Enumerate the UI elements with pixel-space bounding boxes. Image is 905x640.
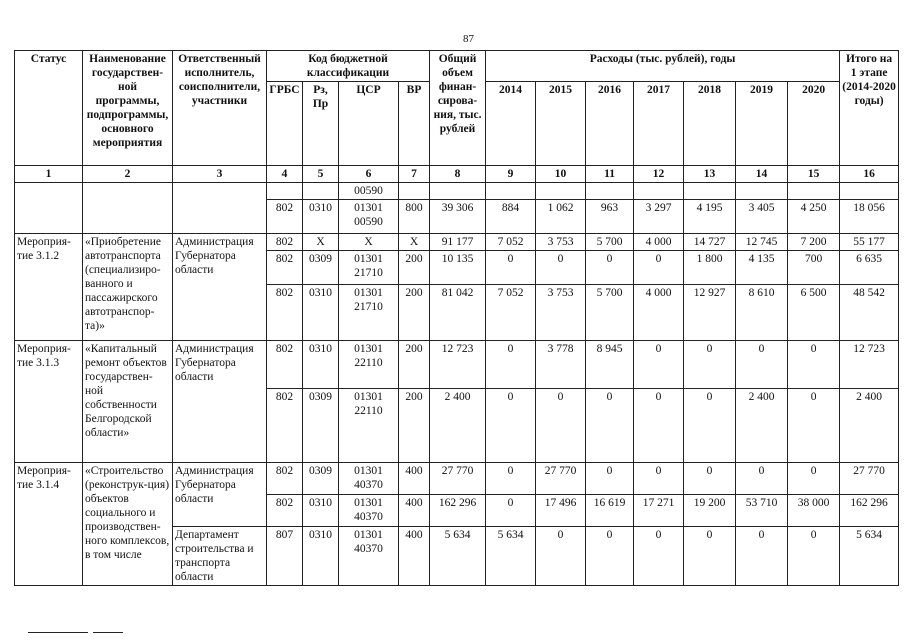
executor-cell: Администрация Губернатора области	[173, 463, 267, 527]
year-cell: 8 610	[736, 285, 788, 341]
csr-cell: 01301 00590	[339, 200, 399, 234]
column-number: 11	[586, 166, 634, 183]
column-number: 16	[840, 166, 899, 183]
year-cell: 0	[486, 389, 536, 463]
grbs-cell: 802	[267, 341, 303, 389]
header-total-volume: Общий объем финан-сирова-ния, тыс. рублей	[430, 51, 486, 166]
year-cell: 0	[736, 527, 788, 586]
year-cell: 3 405	[736, 200, 788, 234]
year-cell: 7 052	[486, 285, 536, 341]
year-cell: 12 745	[736, 234, 788, 251]
total-cell: 2 400	[430, 389, 486, 463]
name-cell: «Строительство (реконструк-ция) объектов социального и производствен-ного комплексов, в том числе	[83, 463, 173, 586]
year-cell: 3 753	[536, 285, 586, 341]
column-number: 6	[339, 166, 399, 183]
year-cell: 0	[586, 463, 634, 495]
header-total-stage: Итого на 1 этапе (2014-2020 годы)	[840, 51, 899, 166]
year-cell: 0	[586, 251, 634, 285]
year-cell: 1 062	[536, 200, 586, 234]
year-cell: 0	[788, 463, 840, 495]
year-cell: 0	[684, 341, 736, 389]
year-cell: 0	[634, 251, 684, 285]
header-vr: ВР	[399, 82, 430, 166]
total-cell: 10 135	[430, 251, 486, 285]
total-cell: 27 770	[430, 463, 486, 495]
grbs-cell	[267, 183, 303, 200]
footnote-line	[28, 632, 88, 633]
stage-cell: 12 723	[840, 341, 899, 389]
executor-cell	[173, 183, 267, 234]
column-number: 3	[173, 166, 267, 183]
year-cell: 0	[788, 389, 840, 463]
rz-cell: 0310	[303, 341, 339, 389]
year-cell	[684, 183, 736, 200]
vr-cell: 400	[399, 527, 430, 586]
total-cell: 162 296	[430, 495, 486, 527]
year-cell: 0	[586, 389, 634, 463]
year-cell: 963	[586, 200, 634, 234]
status-cell	[15, 183, 83, 234]
page-number: 87	[463, 33, 474, 45]
column-number: 10	[536, 166, 586, 183]
column-number: 1	[15, 166, 83, 183]
total-cell: 39 306	[430, 200, 486, 234]
rz-cell: 0309	[303, 463, 339, 495]
grbs-cell: 807	[267, 527, 303, 586]
executor-cell: Администрация Губернатора области	[173, 341, 267, 463]
year-cell: 4 250	[788, 200, 840, 234]
year-cell: 0	[536, 527, 586, 586]
year-cell	[486, 183, 536, 200]
year-cell: 16 619	[586, 495, 634, 527]
year-cell: 5 700	[586, 234, 634, 251]
year-cell	[788, 183, 840, 200]
year-cell: 4 195	[684, 200, 736, 234]
header-budget-code: Код бюджетной классификации	[267, 51, 430, 82]
header-expenses: Расходы (тыс. рублей), годы	[486, 51, 840, 82]
rz-cell: 0310	[303, 200, 339, 234]
column-number: 4	[267, 166, 303, 183]
header-executor: Ответственный исполнитель, соисполнители, участники	[173, 51, 267, 166]
year-cell: 0	[788, 527, 840, 586]
year-cell	[536, 183, 586, 200]
header-year: 2016	[586, 82, 634, 166]
year-cell: 5 634	[486, 527, 536, 586]
csr-cell: 01301 21710	[339, 251, 399, 285]
total-cell: 12 723	[430, 341, 486, 389]
stage-cell: 5 634	[840, 527, 899, 586]
name-cell: «Капитальный ремонт объектов государствен-ной собственности Белгородской области»	[83, 341, 173, 463]
header-rz-pr: Рз, Пр	[303, 82, 339, 166]
year-cell: 0	[536, 251, 586, 285]
csr-cell: 01301 21710	[339, 285, 399, 341]
stage-cell: 6 635	[840, 251, 899, 285]
name-cell	[83, 183, 173, 234]
vr-cell: 200	[399, 389, 430, 463]
grbs-cell: 802	[267, 251, 303, 285]
header-name: Наименование государствен-ной программы, подпрограммы, основного мероприятия	[83, 51, 173, 166]
csr-cell: Х	[339, 234, 399, 251]
year-cell: 19 200	[684, 495, 736, 527]
year-cell: 0	[634, 341, 684, 389]
total-cell: 91 177	[430, 234, 486, 251]
year-cell: 2 400	[736, 389, 788, 463]
rz-cell: 0309	[303, 389, 339, 463]
column-number-row	[15, 166, 899, 183]
rz-cell	[303, 183, 339, 200]
year-cell: 3 297	[634, 200, 684, 234]
column-number: 9	[486, 166, 536, 183]
column-number: 8	[430, 166, 486, 183]
table-row	[15, 234, 899, 251]
vr-cell: 400	[399, 495, 430, 527]
rz-cell: 0310	[303, 527, 339, 586]
status-cell: Мероприя-тие 3.1.4	[15, 463, 83, 586]
stage-cell: 55 177	[840, 234, 899, 251]
vr-cell: 800	[399, 200, 430, 234]
rz-cell: 0310	[303, 495, 339, 527]
stage-cell: 48 542	[840, 285, 899, 341]
year-cell: 0	[486, 495, 536, 527]
column-number: 7	[399, 166, 430, 183]
column-number: 5	[303, 166, 339, 183]
total-cell	[430, 183, 486, 200]
header-year: 2017	[634, 82, 684, 166]
year-cell: 1 800	[684, 251, 736, 285]
year-cell: 0	[736, 341, 788, 389]
year-cell: 0	[536, 389, 586, 463]
year-cell: 8 945	[586, 341, 634, 389]
column-number: 12	[634, 166, 684, 183]
table-row	[15, 341, 899, 389]
stage-cell: 2 400	[840, 389, 899, 463]
status-cell: Мероприя-тие 3.1.2	[15, 234, 83, 341]
year-cell: 0	[684, 527, 736, 586]
stage-cell: 27 770	[840, 463, 899, 495]
year-cell: 3 753	[536, 234, 586, 251]
csr-cell: 01301 22110	[339, 341, 399, 389]
year-cell: 0	[486, 251, 536, 285]
rz-cell: 0309	[303, 251, 339, 285]
header-year: 2019	[736, 82, 788, 166]
csr-cell: 00590	[339, 183, 399, 200]
csr-cell: 01301 40370	[339, 463, 399, 495]
year-cell: 4 000	[634, 234, 684, 251]
status-cell: Мероприя-тие 3.1.3	[15, 341, 83, 463]
year-cell: 7 200	[788, 234, 840, 251]
header-csr: ЦСР	[339, 82, 399, 166]
year-cell: 14 727	[684, 234, 736, 251]
year-cell: 5 700	[586, 285, 634, 341]
column-number: 13	[684, 166, 736, 183]
year-cell: 0	[486, 463, 536, 495]
year-cell: 53 710	[736, 495, 788, 527]
year-cell: 0	[486, 341, 536, 389]
vr-cell: 400	[399, 463, 430, 495]
column-number: 15	[788, 166, 840, 183]
header-status: Статус	[15, 51, 83, 166]
year-cell: 0	[586, 527, 634, 586]
year-cell: 884	[486, 200, 536, 234]
year-cell: 0	[788, 341, 840, 389]
column-number: 14	[736, 166, 788, 183]
header-row-1	[15, 51, 899, 82]
table-row	[15, 183, 899, 200]
vr-cell: 200	[399, 341, 430, 389]
executor-cell: Департамент строительства и транспорта области	[173, 527, 267, 586]
year-cell	[634, 183, 684, 200]
year-cell: 27 770	[536, 463, 586, 495]
name-cell: «Приобретение автотранспорта (специализиро-ванного и пассажирского автотранспор-та)»	[83, 234, 173, 341]
table-row	[15, 463, 899, 495]
rz-cell: Х	[303, 234, 339, 251]
rz-cell: 0310	[303, 285, 339, 341]
footnote-line	[93, 632, 123, 633]
year-cell	[736, 183, 788, 200]
csr-cell: 01301 40370	[339, 527, 399, 586]
header-year: 2018	[684, 82, 736, 166]
budget-table	[14, 50, 899, 586]
header-grbs: ГРБС	[267, 82, 303, 166]
year-cell: 6 500	[788, 285, 840, 341]
header-year: 2020	[788, 82, 840, 166]
year-cell: 0	[634, 527, 684, 586]
year-cell: 12 927	[684, 285, 736, 341]
header-year: 2014	[486, 82, 536, 166]
stage-cell	[840, 183, 899, 200]
year-cell: 7 052	[486, 234, 536, 251]
executor-cell: Администрация Губернатора области	[173, 234, 267, 341]
year-cell	[586, 183, 634, 200]
year-cell: 0	[684, 389, 736, 463]
header-year: 2015	[536, 82, 586, 166]
column-number: 2	[83, 166, 173, 183]
year-cell: 4 000	[634, 285, 684, 341]
year-cell: 3 778	[536, 341, 586, 389]
year-cell: 38 000	[788, 495, 840, 527]
year-cell: 0	[684, 463, 736, 495]
vr-cell	[399, 183, 430, 200]
year-cell: 700	[788, 251, 840, 285]
year-cell: 17 271	[634, 495, 684, 527]
year-cell: 4 135	[736, 251, 788, 285]
grbs-cell: 802	[267, 234, 303, 251]
stage-cell: 162 296	[840, 495, 899, 527]
vr-cell: Х	[399, 234, 430, 251]
stage-cell: 18 056	[840, 200, 899, 234]
grbs-cell: 802	[267, 495, 303, 527]
year-cell: 17 496	[536, 495, 586, 527]
total-cell: 5 634	[430, 527, 486, 586]
grbs-cell: 802	[267, 200, 303, 234]
year-cell: 0	[634, 463, 684, 495]
grbs-cell: 802	[267, 463, 303, 495]
year-cell: 0	[736, 463, 788, 495]
grbs-cell: 802	[267, 389, 303, 463]
vr-cell: 200	[399, 251, 430, 285]
total-cell: 81 042	[430, 285, 486, 341]
grbs-cell: 802	[267, 285, 303, 341]
csr-cell: 01301 22110	[339, 389, 399, 463]
vr-cell: 200	[399, 285, 430, 341]
csr-cell: 01301 40370	[339, 495, 399, 527]
year-cell: 0	[634, 389, 684, 463]
